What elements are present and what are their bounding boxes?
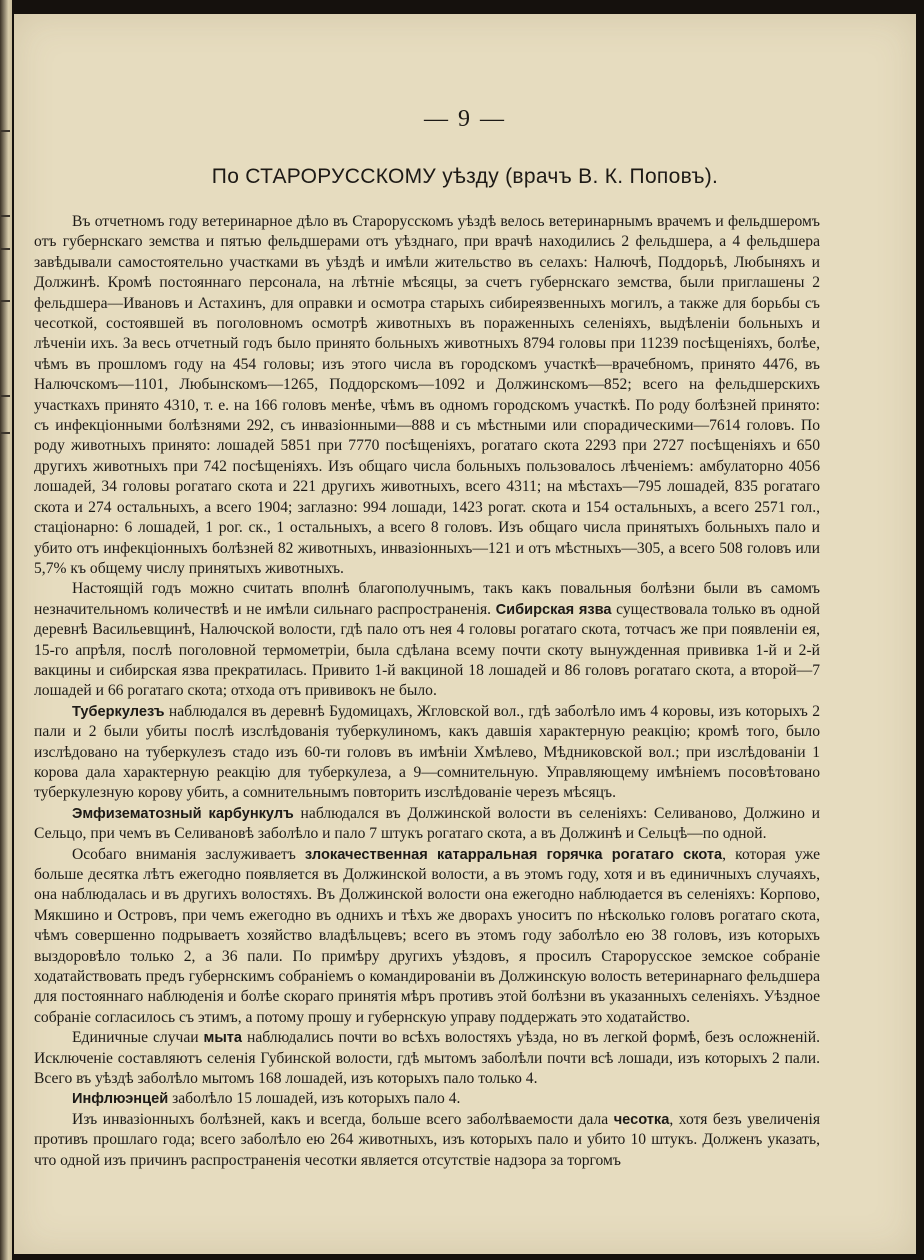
paragraph bbox=[34, 804, 820, 845]
paragraph-text: заболѣло 15 лошадей, изъ которыхъ пало 4. bbox=[168, 1090, 461, 1108]
paragraph bbox=[34, 1089, 820, 1109]
paragraph-text: Особаго вниманія заслуживаетъ bbox=[72, 845, 305, 863]
paragraph bbox=[34, 1110, 820, 1171]
paragraph-text: существовала только въ одной деревнѣ Васильевщинѣ, Налючской волости, гдѣ пало отъ нея 4 головы рогатаго скота, тотчасъ же при появленіи ея, 15-го апрѣля, послѣ поголовной термометріи, была сдѣлана всему почти скоту вынужденная прививка 1-й и 2-й вакцины и сибирская язва прекратилась. Привито 1-й вакциной 18 лошадей и 86 головъ рогатаго скота, а второй—7 лошадей и 66 рогатаго скота; отхода отъ прививокъ не было. bbox=[34, 600, 820, 700]
emphasized-term: Сибирская язва bbox=[495, 601, 612, 618]
emphasized-term: Туберкулезъ bbox=[72, 703, 165, 720]
paragraph-text: Настоящій годъ можно считать вполнѣ благополучнымъ, такъ какъ повальныя болѣзни были въ самомъ незначительномъ количествѣ и не имѣли сильнаго распространенія. bbox=[34, 580, 820, 618]
emphasized-term: чесотка bbox=[613, 1111, 670, 1128]
paragraph-text: Въ отчетномъ году ветеринарное дѣло въ Старорусскомъ уѣздѣ велось ветеринарнымъ врачемъ и фельдшеромъ отъ губернскаго земства и пятью фельдшерами отъ уѣзднаго, при врачѣ находились 2 фельдшера, а 4 фельдшера завѣдывали самостоятельно участками въ уѣздѣ и имѣли жительство въ селахъ: Налючѣ, Поддорьѣ, Любыняхъ и Должинѣ. Кромѣ постояннаго персонала, на лѣтніе мѣсяцы, за счетъ губернскаго земства, были приглашены 2 фельдшера—Ивановъ и Астахинъ, для оправки и осмотра старыхъ сибиреязвенныхъ могилъ, а также для борьбы съ чесоткой, состоявшей въ поголовномъ осмотрѣ животныхъ въ пораженныхъ селеніяхъ, выдѣленіи больныхъ и лѣченіи ихъ. За весь отчетный годъ было принято больныхъ животныхъ 8794 головы при 11239 посѣщеніяхъ, болѣе, чѣмъ въ прошломъ году на 454 головы; изъ этого числа въ городскомъ участкѣ—врачебномъ, принято 4476, въ Налючскомъ—1101, Любынскомъ—1265, Поддорскомъ—1092 и Должинскомъ—852; всего на фельдшерскихъ участкахъ принято 4310, т. е. на 166 головъ менѣе, чѣмъ въ одномъ городскомъ участкѣ. По роду болѣзней принято: съ инфекціонными болѣзнями 292, съ инвазіонными—888 и съ мѣстными или спорадическими—7614 головъ. По роду животныхъ принято: лошадей 5851 при 7770 посѣщеніяхъ, рогатаго скота 2293 при 2727 посѣщеніяхъ и 650 другихъ животныхъ при 742 посѣщеніяхъ. Изъ общаго числа больныхъ пользовалось лѣченіемъ: амбулаторно 4056 лошадей, 34 головы рогатаго скота и 221 другихъ животныхъ, всего 4311; на мѣстахъ—795 лошадей, 835 рогатаго скота и 274 остальныхъ, а всего 1904; заглазно: 994 лошади, 1423 рогат. скота и 154 остальныхъ, а всего 2571 гол., стаціонарно: 6 лошадей, 1 рог. ск., 1 остальныхъ, а всего 8 головъ. Изъ общаго числа принятыхъ больныхъ пало и убито отъ инфекціонныхъ болѣзней 82 животныхъ, инвазіонныхъ—121 и отъ мѣстныхъ—305, а всего 508 головъ или 5,7% къ общему числу принятыхъ животныхъ. bbox=[34, 213, 820, 577]
paragraph bbox=[34, 212, 820, 579]
emphasized-term: злокачественная катарральная горячка рогатаго скота bbox=[304, 846, 723, 863]
emphasized-term: Инфлюэнцей bbox=[72, 1091, 169, 1108]
body-text bbox=[34, 212, 820, 1171]
paragraph-text: Единичные случаи bbox=[72, 1029, 204, 1047]
document-page bbox=[14, 14, 916, 1254]
adjacent-page-edge bbox=[0, 0, 12, 1260]
paragraph-text: , хотя безъ увеличенія противъ прошлаго года; всего заболѣло ею 264 животныхъ, изъ которыхъ пало и убито 10 штукъ. Долженъ указать, что одной изъ причинъ распространенія чесотки является отсутствіе надзора за торгомъ bbox=[34, 1110, 820, 1169]
paragraph-text: , которая уже больше десятка лѣтъ ежегодно появляется въ Должинской волости, а въ этомъ году, хотя и въ единичныхъ случаяхъ, она наблюдалась и въ другихъ волостяхъ. Въ Должинской волости она ежегодно наблюдается въ селеніяхъ: Корпово, Мякшино и Островъ, при чемъ ежегодно въ однихъ и тѣхъ же дворахъ уноситъ по нѣсколько головъ рогатаго скота, чѣмъ совершенно подрываетъ хозяйство владѣльцевъ; всего въ этомъ году заболѣло ею 38 головъ, изъ которыхъ выздоровѣло только 2, а 36 пали. По примѣру другихъ уѣздовъ, я просилъ Старорусское земское собраніе ходатайствовать предъ губернскимъ собраніемъ о командированіи въ Должинскую волость ветеринарнаго фельдшера для постояннаго наблюденія и болѣе скораго принятія мѣръ противъ этой болѣзни въ указанныхъ селеніяхъ. Уѣздное собраніе согласилось съ этимъ, а потому прошу и губернскую управу поддержать это ходатайство. bbox=[34, 845, 821, 1026]
emphasized-term: Эмфизематозный карбункулъ bbox=[72, 805, 294, 822]
paragraph-text: Изъ инвазіонныхъ болѣзней, какъ и всегда, больше всего заболѣваемости дала bbox=[72, 1110, 614, 1128]
paragraph bbox=[34, 845, 820, 1029]
page-number: — 9 — bbox=[424, 106, 506, 132]
paragraph bbox=[34, 1028, 820, 1089]
paragraph bbox=[34, 579, 820, 701]
emphasized-term: мыта bbox=[203, 1030, 243, 1047]
paragraph-text: наблюдался въ Должинской волости въ селеніяхъ: Селиваново, Должино и Сельцо, при чемъ въ Селивановѣ заболѣло и пало 7 штукъ рогатаго скота, а въ Должинѣ и Сельцѣ—по одной. bbox=[34, 804, 820, 843]
paragraph-text: наблюдался въ деревнѣ Будомицахъ, Жгловской вол., гдѣ заболѣло имъ 4 коровы, изъ которыхъ 2 пали и 2 были убиты послѣ изслѣдованія туберкулиномъ, какъ давшія характерную реакцію; кромѣ того, было изслѣдовано на туберкулезъ стадо изъ 60-ти головъ въ имѣніи Хмѣлево, Мѣдниковской вол.; при изслѣдованіи 1 корова дала характерную реакцію для туберкулеза, а 9—сомнительную. Управляющему имѣніемъ посовѣтовано туберкулезную корову убить, а сомнительнымъ повторить изслѣдованіе черезъ мѣсяцъ. bbox=[34, 702, 820, 802]
paragraph-text: наблюдались почти во всѣхъ волостяхъ уѣзда, но въ легкой формѣ, безъ осложненій. Исключеніе составляютъ селенія Губинской волости, гдѣ мытомъ заболѣли почти всѣ лошади, изъ которыхъ 2 пали. Всего въ уѣздѣ заболѣло мытомъ 168 лошадей, изъ которыхъ пало только 4. bbox=[34, 1029, 820, 1088]
paragraph bbox=[34, 702, 820, 804]
section-heading: По СТАРОРУССКОМУ уѣзду (врачъ В. К. Поповъ). bbox=[211, 165, 719, 188]
